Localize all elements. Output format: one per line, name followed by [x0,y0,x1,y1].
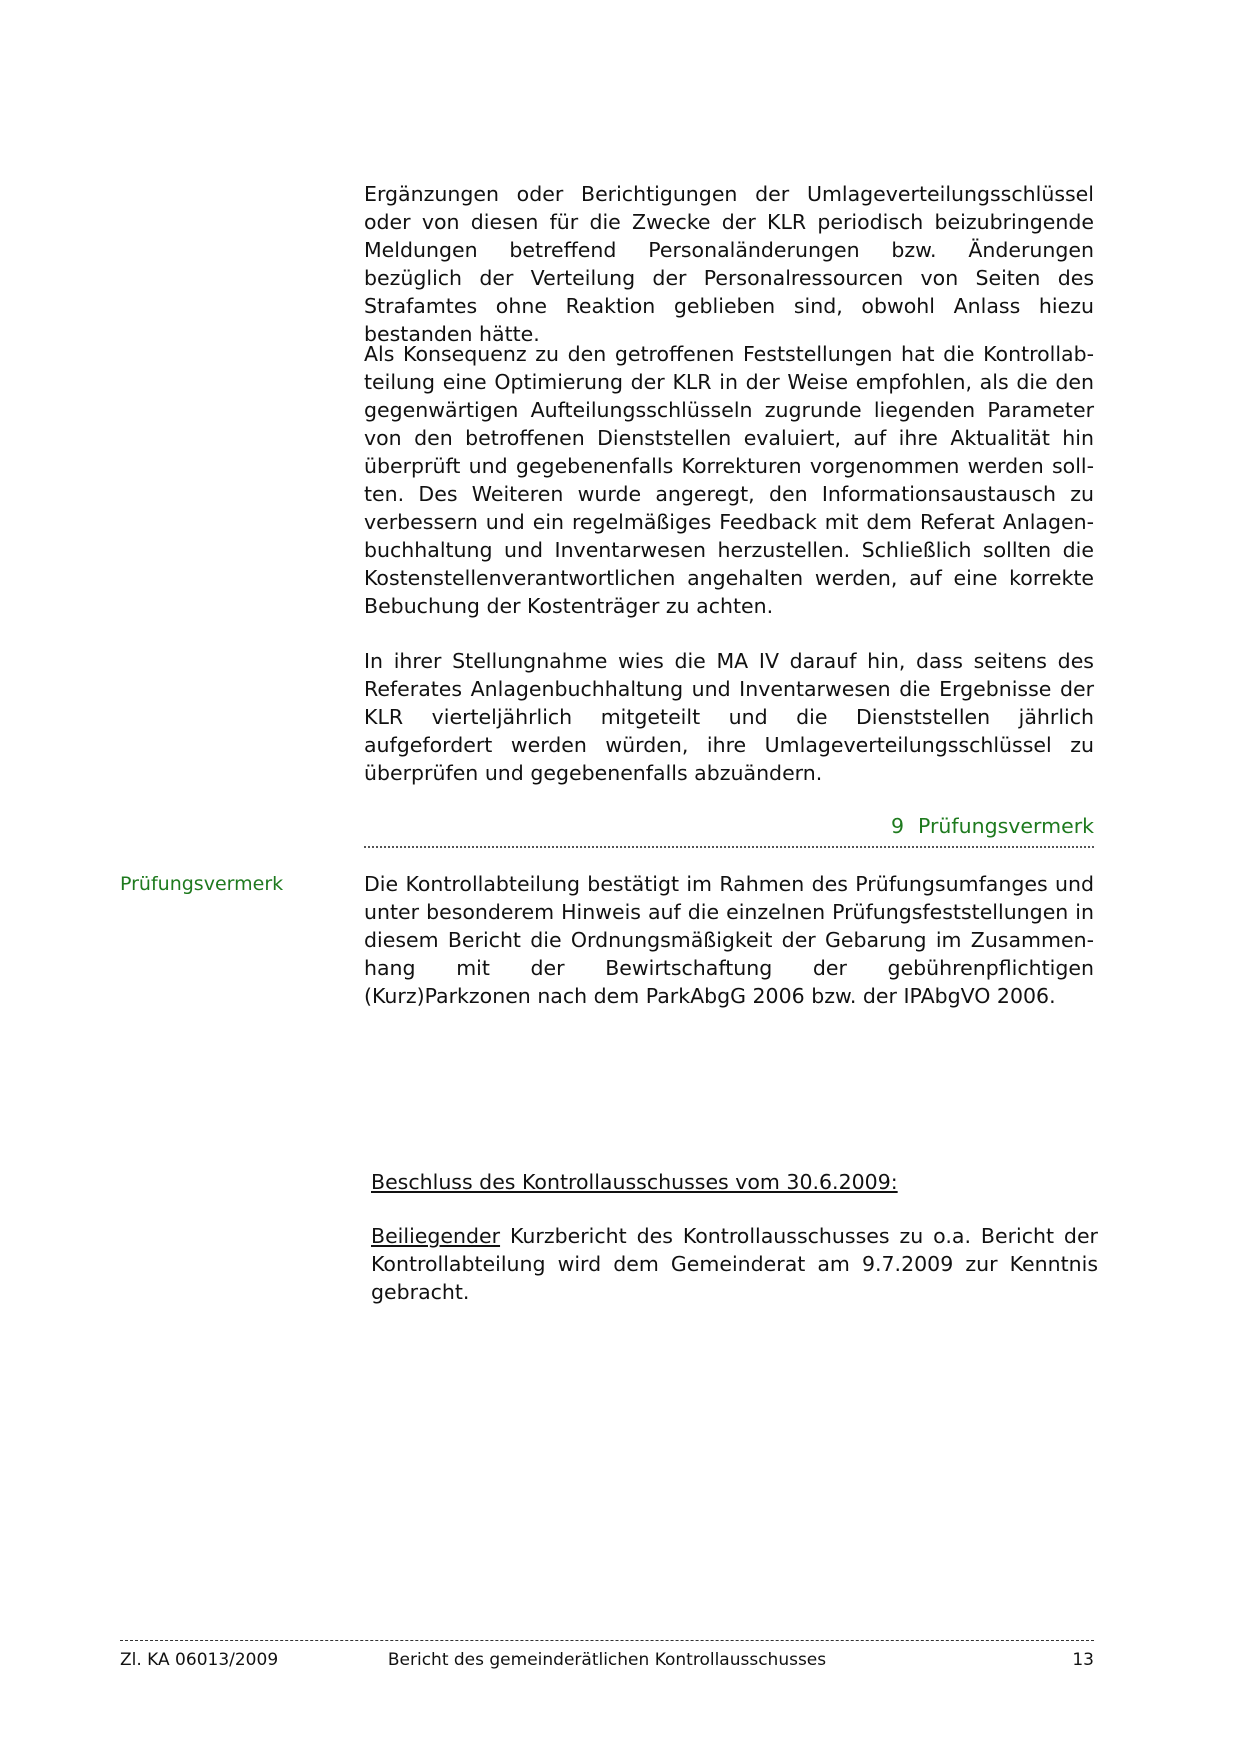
footer-divider [120,1640,1094,1641]
paragraph-statement-ma-iv: In ihrer Stellungnahme wies die MA IV darauf hin, dass seitens des Referates Anlagenbuchhaltung und Inventarwesen die Ergebnisse der KLR vierteljährlich mitgeteilt und die Dienststellen jährlich aufgefordert werden würden, ihre Umlageverteilungsschlüssel zu überprüfen und gegebenenfalls abzuändern. [364,649,1094,785]
resolution-lead-word: Beiliegender [371,1224,501,1248]
section-title: Prüfungsvermerk [917,814,1094,838]
margin-note: Prüfungsvermerk [120,873,284,895]
resolution-title: Beschluss des Kontrollausschusses vom 30.6.2009: [371,1170,898,1194]
resolution-text: Kurzbericht des Kontrollausschusses zu o.a. Bericht der Kontrollabteilung wird dem Gemeinderat am 9.7.2009 zur Kenntnis gebracht. [371,1224,1098,1304]
paragraph-recommendations: Als Konsequenz zu den getroffenen Feststellungen hat die Kontrollabteilung eine Optimierung der KLR in der Weise empfohlen, als die den gegenwärtigen Aufteilungsschlüsseln zugrunde liegenden Parameter von den betroffenen Dienststellen evaluiert, auf ihre Aktualität hin überprüft und gegebenenfalls Korrekturen vorgenommen werden sollten. Des Weiteren wurde angeregt, den Informationsaustausch zu verbessern und ein regelmäßiges Feedback mit dem Referat Anlagenbuchhaltung und Inventarwesen herzustellen. Schließlich sollten die Kostenstellenverantwortlichen angehalten werden, auf eine korrekte Bebuchung der Kostenträger zu achten. [364,342,1094,618]
paragraph-klr-corrections: Ergänzungen oder Berichtigungen der Umlageverteilungsschlüssel oder von diesen für die Zwecke der KLR periodisch beizubringende Meldungen betreffend Personaländerungen bzw. Änderungen bezüglich der Verteilung der Personalressourcen von Seiten des Strafamtes ohne Reaktion geblieben sind, obwohl Anlass hiezu bestanden hätte. [364,182,1094,346]
section-heading [364,812,1094,848]
page-number: 13 [1072,1650,1094,1670]
paragraph-audit-note: Die Kontrollabteilung bestätigt im Rahmen des Prüfungsumfanges und unter besonderem Hinweis auf die einzelnen Prüfungsfeststellungen in diesem Bericht die Ordnungsmäßigkeit der Gebarung im Zusammenhang mit der Bewirtschaftung der gebührenpflichtigen (Kurz)Parkzonen nach dem ParkAbgG 2006 bzw. der IPAbgVO 2006. [364,872,1094,1008]
footer-reference-number: Zl. KA 06013/2009 [120,1650,279,1670]
footer-report-title: Bericht des gemeinderätlichen Kontrollausschusses [387,1650,827,1670]
section-number: 9 [890,814,904,838]
resolution-body [371,1222,1098,1306]
